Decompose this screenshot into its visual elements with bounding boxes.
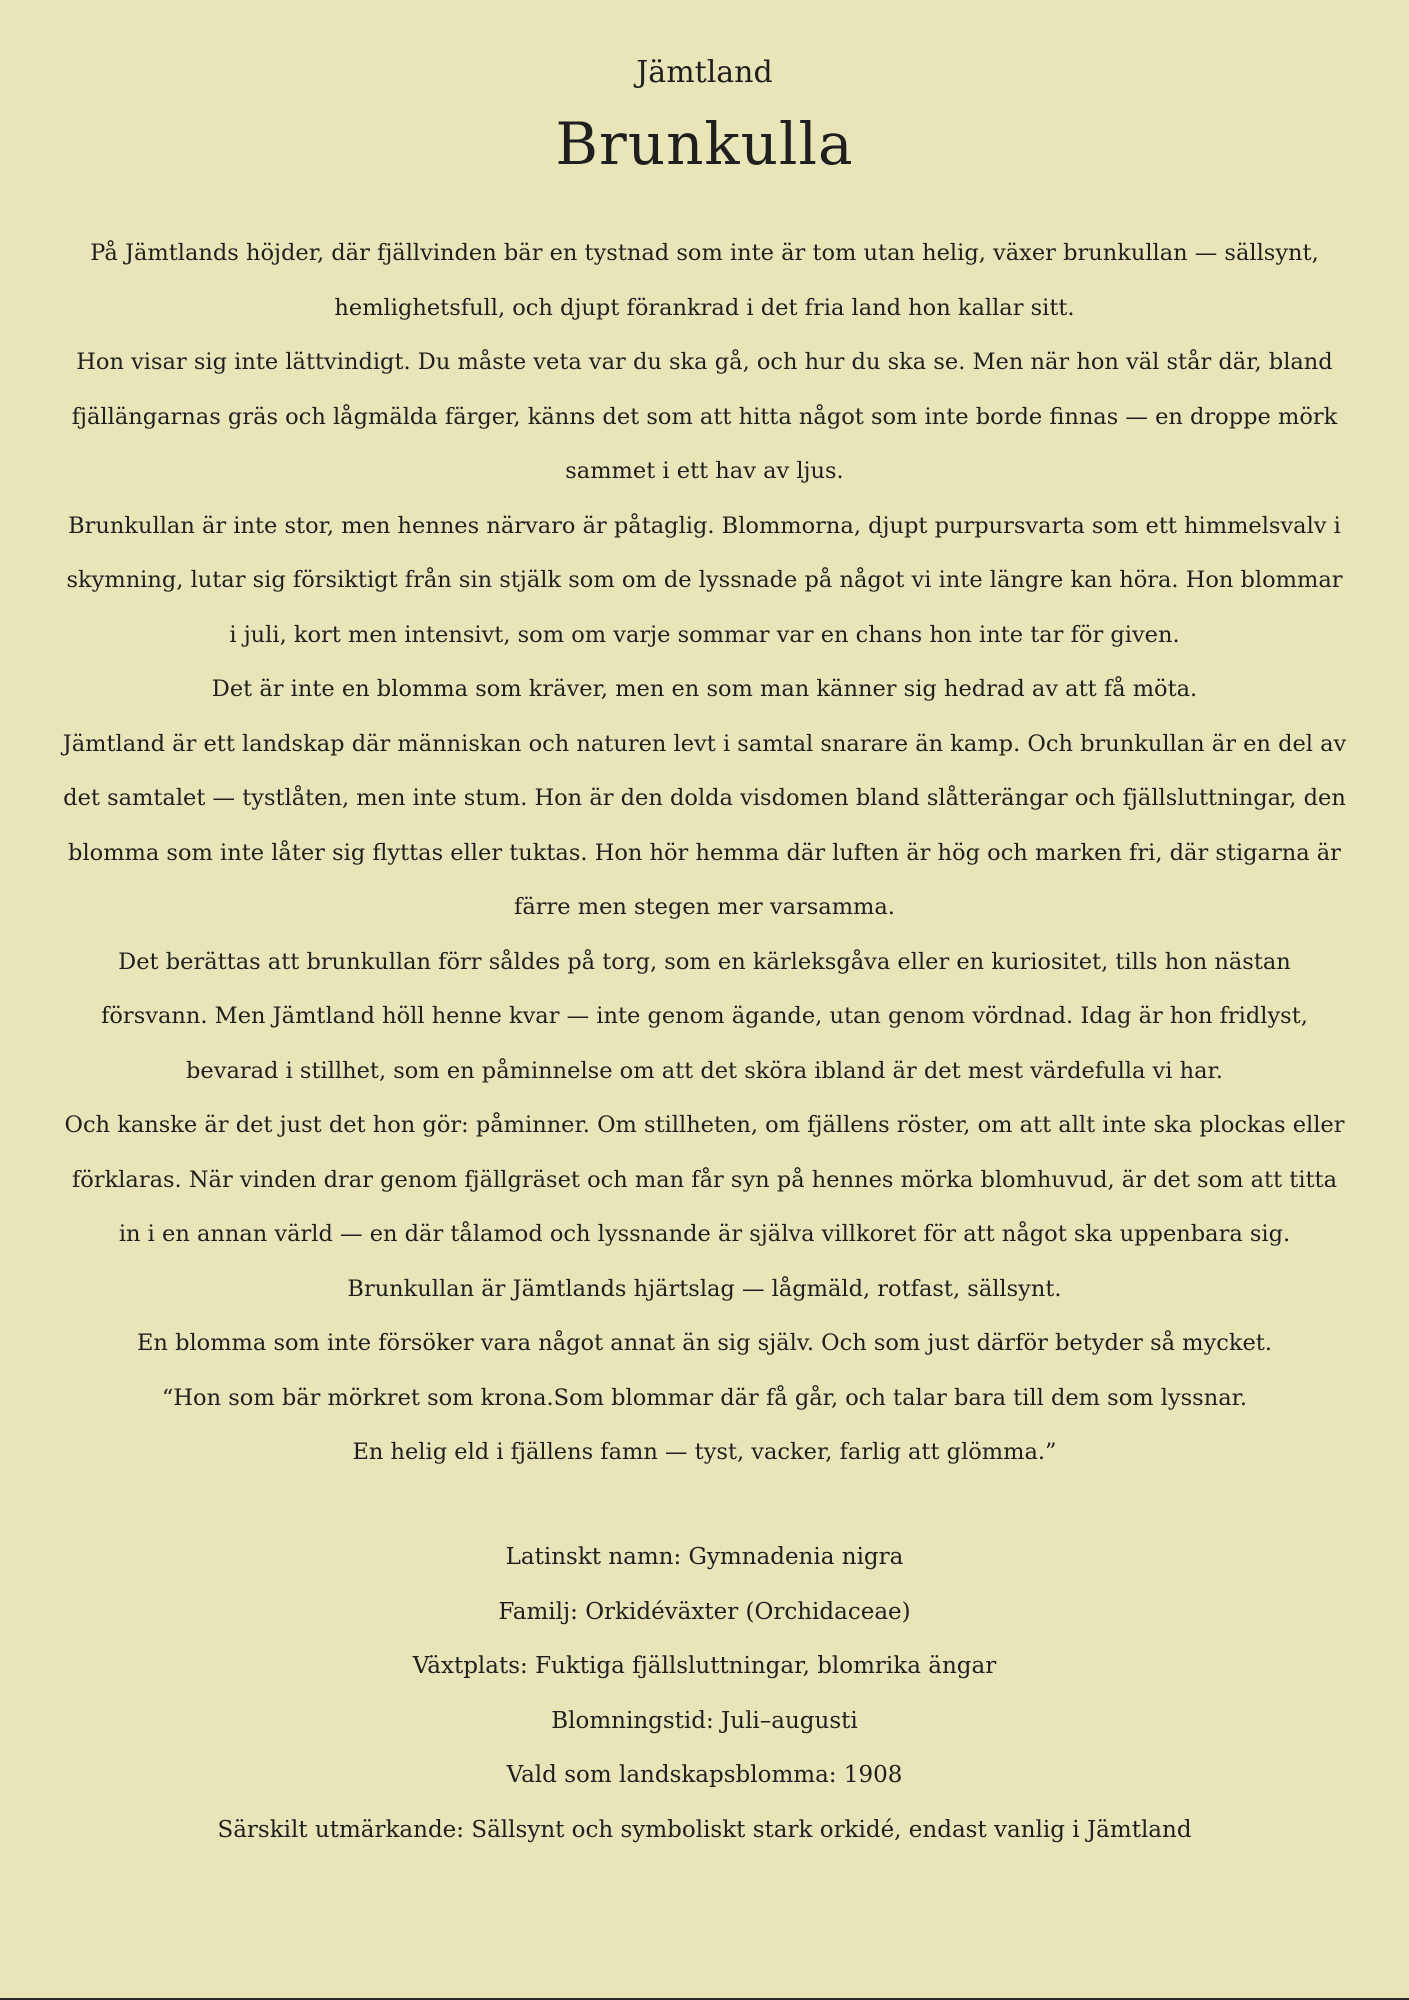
body-text bbox=[62, 226, 1347, 1480]
fact-chosen-year: Vald som landskapsblomma: 1908 bbox=[506, 1762, 903, 1788]
body-paragraph: Hon visar sig inte lättvindigt. Du måste veta var du ska gå, och hur du ska se. Men när hon väl står där, bland fjällängarnas gräs och lågmälda färger, känns det som att hitta något som inte borde finnas — en droppe mörk sammet i ett hav av ljus. bbox=[71, 349, 1338, 484]
fact-distinctive: Särskilt utmärkande: Sällsynt och symboliskt stark orkidé, endast vanlig i Jämtland bbox=[217, 1816, 1192, 1843]
page-title: Brunkulla bbox=[555, 110, 854, 178]
facts-list bbox=[0, 1530, 1409, 1857]
body-paragraph: Brunkullan är inte stor, men hennes närvaro är påtaglig. Blommorna, djupt purpursvarta som ett himmelsvalv i skymning, lutar sig försiktigt från sin stjälk som om de lyssnade på något vi inte längre kan höra. Hon blommar i juli, kort men intensivt, som om varje sommar var en chans hon inte tar för given. bbox=[66, 512, 1343, 648]
body-paragraph: Det är inte en blomma som kräver, men en som man känner sig hedrad av att få möta. bbox=[211, 676, 1198, 702]
body-paragraph: Och kanske är det just det hon gör: påminner. Om stillheten, om fjällens röster, om att allt inte ska plockas eller förklaras. När vinden drar genom fjällgräset och man får syn på hennes mörka blomhuvud, är det som att titta in i en annan värld — en där tålamod och lyssnande är själva villkoret för att något ska uppenbara sig. bbox=[64, 1112, 1345, 1247]
quote-line: En helig eld i fjällens famn — tyst, vacker, farlig att glömma.” bbox=[352, 1439, 1057, 1465]
body-paragraph: På Jämtlands höjder, där fjällvinden bär en tystnad som inte är tom utan helig, växer brunkullan — sällsynt, hemlighetsfull, och djupt förankrad i det fria land hon kallar sitt. bbox=[90, 240, 1319, 321]
fact-flowering-time: Blomningstid: Juli–augusti bbox=[551, 1707, 858, 1734]
body-paragraph: Det berättas att brunkullan förr såldes på torg, som en kärleksgåva eller en kuriositet, tills hon nästan försvann. Men Jämtland höll henne kvar — inte genom ägande, utan genom vördnad. Idag är hon fridlyst, bevarad i stillhet, som en påminnelse om att det sköra ibland är det mest värdefulla vi har. bbox=[101, 948, 1308, 1084]
quote-line: “Hon som bär mörkret som krona.Som blommar där få går, och talar bara till dem som lyssnar. bbox=[161, 1384, 1248, 1411]
fact-latin-name: Latinskt namn: Gymnadenia nigra bbox=[505, 1544, 904, 1570]
region-heading: Jämtland bbox=[636, 55, 773, 90]
body-paragraph: Brunkullan är Jämtlands hjärtslag — lågmäld, rotfast, sällsynt. bbox=[347, 1275, 1062, 1302]
fact-habitat: Växtplats: Fuktiga fjällsluttningar, blomrika ängar bbox=[412, 1653, 997, 1679]
body-paragraph: Jämtland är ett landskap där människan och naturen levt i samtal snarare än kamp. Och brunkullan är en del av det samtalet — tystlåten, men inte stum. Hon är den dolda visdomen bland slåtterängar och fjällsluttningar, den blomma som inte låter sig flyttas eller tuktas. Hon hör hemma där luften är hög och marken fri, där stigarna är färre men stegen mer varsamma. bbox=[62, 730, 1347, 920]
fact-family: Familj: Orkidéväxter (Orchidaceae) bbox=[498, 1598, 911, 1625]
body-paragraph: En blomma som inte försöker vara något annat än sig själv. Och som just därför betyder så mycket. bbox=[137, 1330, 1272, 1356]
